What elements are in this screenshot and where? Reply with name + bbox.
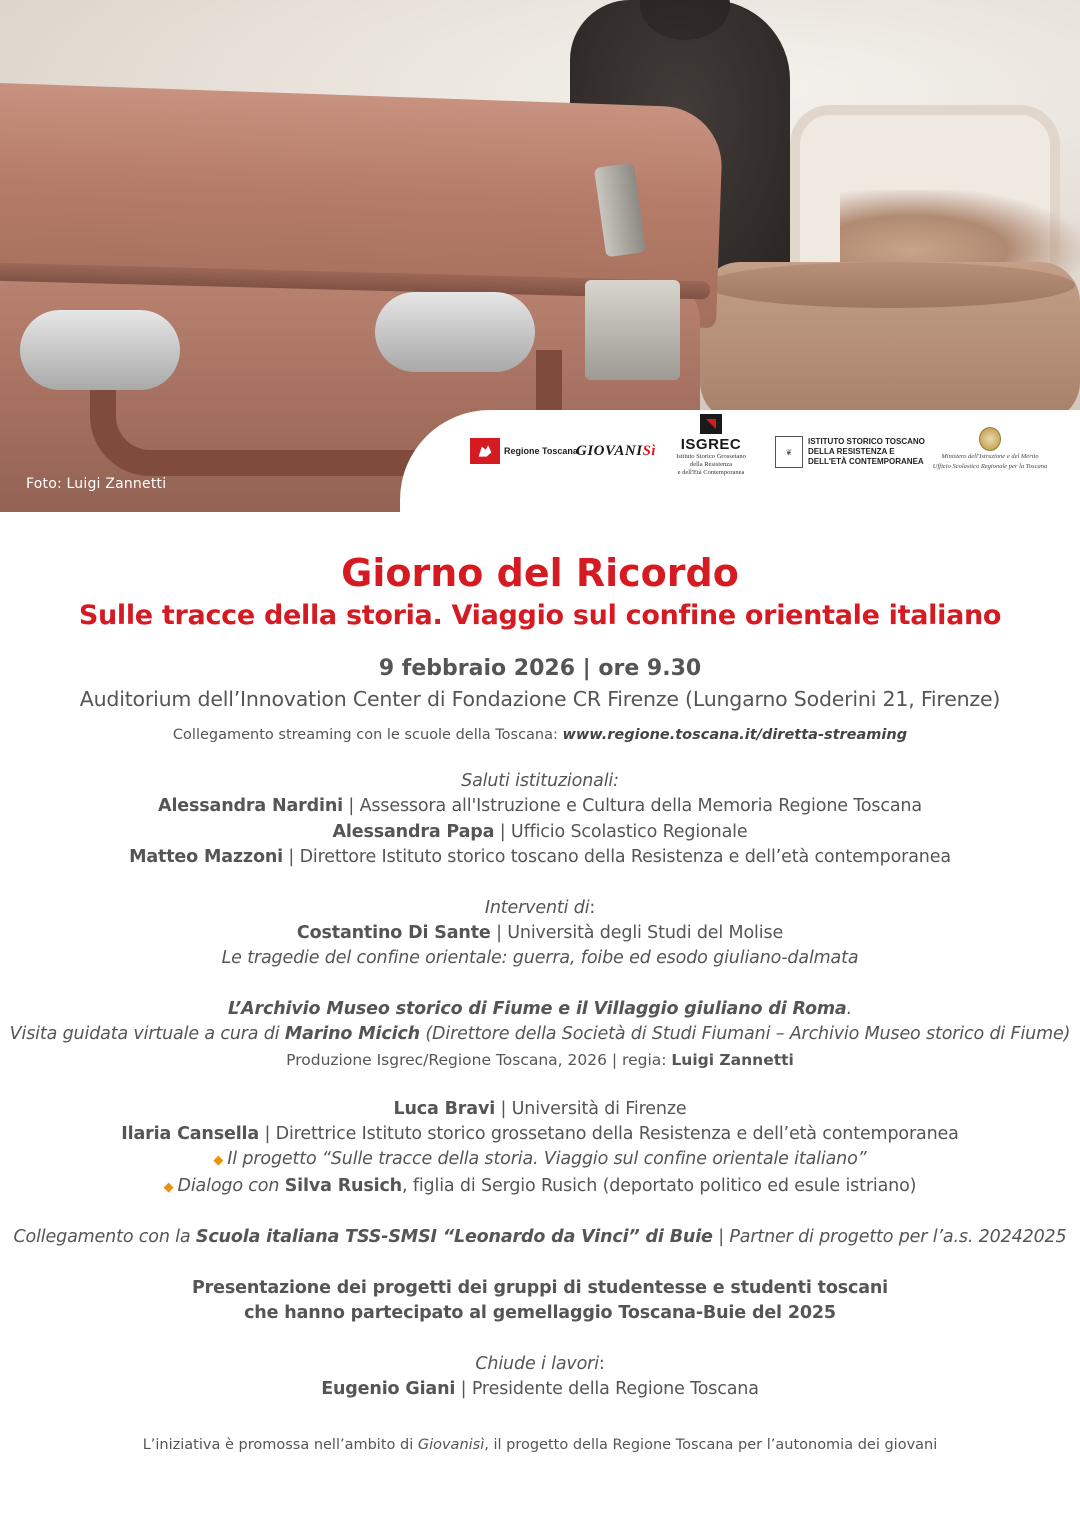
photo-credit: Foto: Luigi Zannetti <box>26 476 167 492</box>
event-subtitle: Sulle tracce della storia. Viaggio sul confine orientale italiano <box>78 600 1002 631</box>
saluti-heading: Saluti istituzionali: <box>461 771 619 791</box>
regione-toscana-logo <box>470 438 578 464</box>
ministero-line-1: Ministero dell'Istruzione e del Merito <box>941 453 1039 460</box>
chiusura-person: Eugenio Giani | Presidente della Regione Toscana <box>321 1378 759 1399</box>
speaker-line: Costantino Di Sante | Università degli Studi del Molise <box>296 923 784 944</box>
isgrec-sub-1: Istituto Storico Grossetano <box>676 453 746 460</box>
isrt-line-1: ISTITUTO STORICO TOSCANO <box>808 437 925 446</box>
italian-republic-emblem-icon <box>979 427 1001 451</box>
saluti-person: Alessandra Nardini | Assessora all'Istruzione e Cultura della Memoria Regione Toscana <box>158 796 922 817</box>
isgrec-name: ISGREC <box>680 436 742 453</box>
ministero-logo <box>930 427 1050 471</box>
chiusura-heading: Chiude i lavori: <box>475 1353 605 1374</box>
streaming-line <box>0 724 1080 746</box>
pegasus-icon <box>470 438 500 464</box>
saluti-person: Matteo Mazzoni | Direttore Istituto storico toscano della Resistenza e dell’età contemporanea <box>129 847 951 868</box>
second-speakers-section <box>0 1097 1080 1201</box>
isgrec-flag-icon <box>700 414 722 434</box>
event-venue: Auditorium dell’Innovation Center di Fondazione CR Firenze (Lungarno Soderini 21, Firenze) <box>79 687 1001 711</box>
collegamento-section <box>0 1225 1080 1250</box>
ministero-line-2: Ufficio Scolastico Regionale per la Toscana <box>932 463 1048 470</box>
footer-note: L’iniziativa è promossa nell’ambito di Giovanisì, il progetto della Regione Toscana per l’autonomia dei giovani <box>142 1437 938 1454</box>
event-program <box>0 548 1080 1456</box>
isrt-line-2: DELLA RESISTENZA E <box>808 447 895 456</box>
isgrec-sub-3: e dell'Età Contemporanea <box>677 469 745 476</box>
giovanisi-label-b: Sì <box>642 443 657 459</box>
event-title: Giorno del Ricordo <box>341 551 739 595</box>
saluti-person: Alessandra Papa | Ufficio Scolastico Regionale <box>332 821 748 842</box>
bullet-item: ◆ Il progetto “Sulle tracce della storia. Viaggio sul confine orientale italiano” <box>213 1149 867 1170</box>
giovanisi-label-a: GIOVANI <box>576 443 643 459</box>
talk-title: Le tragedie del confine orientale: guerra, foibe ed esodo giuliano-dalmata <box>221 948 859 969</box>
video-production: Produzione Isgrec/Regione Toscana, 2026 | regia: Luigi Zannetti <box>286 1050 794 1069</box>
isrt-line-3: DELL'ETÀ CONTEMPORANEA <box>808 457 924 466</box>
video-description: Visita guidata virtuale a cura di Marino Micich (Direttore della Società di Studi Fiumani – Archivio Museo storico di Fiume) <box>9 1024 1071 1045</box>
presentazione-line-1: Presentazione dei progetti dei gruppi di studentesse e studenti toscani <box>191 1277 889 1298</box>
photo-suitcase-lock <box>585 280 680 380</box>
video-title: L’Archivio Museo storico di Fiume e il Villaggio giuliano di Roma. <box>228 998 852 1019</box>
isrt-seal-icon: ❦ <box>775 436 803 468</box>
interventi-heading: Interventi di: <box>484 897 596 918</box>
speaker-line: Luca Bravi | Università di Firenze <box>393 1098 687 1119</box>
saluti-section <box>0 769 1080 871</box>
regione-toscana-label: Regione Toscana <box>504 446 578 456</box>
presentazione-line-2: che hanno partecipato al gemellaggio Toscana-Buie del 2025 <box>244 1303 836 1324</box>
isgrec-sub-2: della Resistenza <box>689 461 733 468</box>
photo-handle-plate-right <box>375 292 535 372</box>
event-date: 9 febbraio 2026 | ore 9.30 <box>378 656 702 681</box>
photo-round-box-lid <box>705 262 1075 308</box>
video-section <box>0 997 1080 1072</box>
collegamento-line: Collegamento con la Scuola italiana TSS-SMSI “Leonardo da Vinci” di Buie | Partner di progetto per l’a.s. 20242025 <box>13 1227 1067 1248</box>
bullet-item: ◆ Dialogo con Silva Rusich, figlia di Sergio Rusich (deportato politico ed esule istriano) <box>163 1175 917 1196</box>
header-photo <box>0 0 1080 512</box>
giovanisi-logo <box>576 443 656 460</box>
isrt-logo <box>775 436 925 468</box>
diamond-bullet-icon: ◆ <box>213 1153 224 1169</box>
diamond-bullet-icon: ◆ <box>163 1179 174 1195</box>
speaker-line: Ilaria Cansella | Direttrice Istituto storico grossetano della Resistenza e dell’età contemporanea <box>121 1124 959 1145</box>
isgrec-logo <box>666 414 756 477</box>
interventi-section <box>0 896 1080 972</box>
presentazione-section <box>0 1276 1080 1327</box>
chiusura-section <box>0 1352 1080 1403</box>
streaming-label: Collegamento streaming con le scuole della Toscana: <box>172 727 563 743</box>
photo-handle-plate-left <box>20 310 180 390</box>
streaming-link[interactable]: www.regione.toscana.it/diretta-streaming <box>562 727 908 743</box>
